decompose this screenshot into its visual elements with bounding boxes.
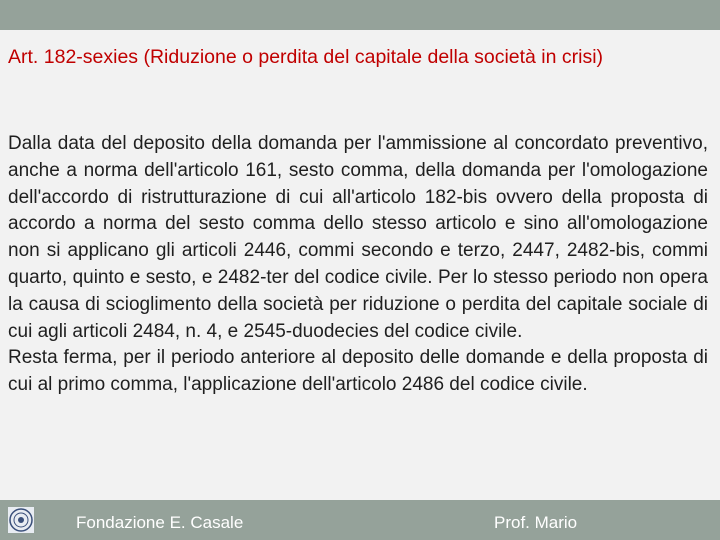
slide-title: Art. 182-sexies (Riduzione o perdita del capitale della società in crisi) bbox=[8, 46, 604, 68]
footer-author: Prof. Mario bbox=[494, 513, 578, 532]
body-paragraph-2: Resta ferma, per il periodo anteriore al deposito delle domande e della proposta di cui al primo comma, l'applicazione dell'articolo 2486 del codice civile. bbox=[8, 347, 708, 396]
body-paragraph-1: Dalla data del deposito della domanda per l'ammissione al concordato preventivo, anche a norma dell'articolo 161, sesto comma, della domanda per l'omologazione dell'accordo di ristrutturazione di cui all'articolo 182-bis ovvero della proposta di accordo a norma del sesto comma dello stesso articolo e sino all'omologazione non si applicano gli articoli 2446, commi secondo e terzo, 2447, 2482-bis, commi quarto, quinto e sesto, e 2482-ter del codice civile. Per lo stesso periodo non opera la causa di scioglimento della società per riduzione o perdita del capitale sociale di cui agli articoli 2484, n. 4, e 2545-duodecies del codice civile. bbox=[8, 133, 708, 342]
top-bar bbox=[0, 0, 720, 30]
slide-body bbox=[8, 131, 708, 399]
foundation-seal-icon bbox=[8, 507, 34, 533]
footer-organization: Fondazione E. Casale bbox=[76, 513, 244, 532]
